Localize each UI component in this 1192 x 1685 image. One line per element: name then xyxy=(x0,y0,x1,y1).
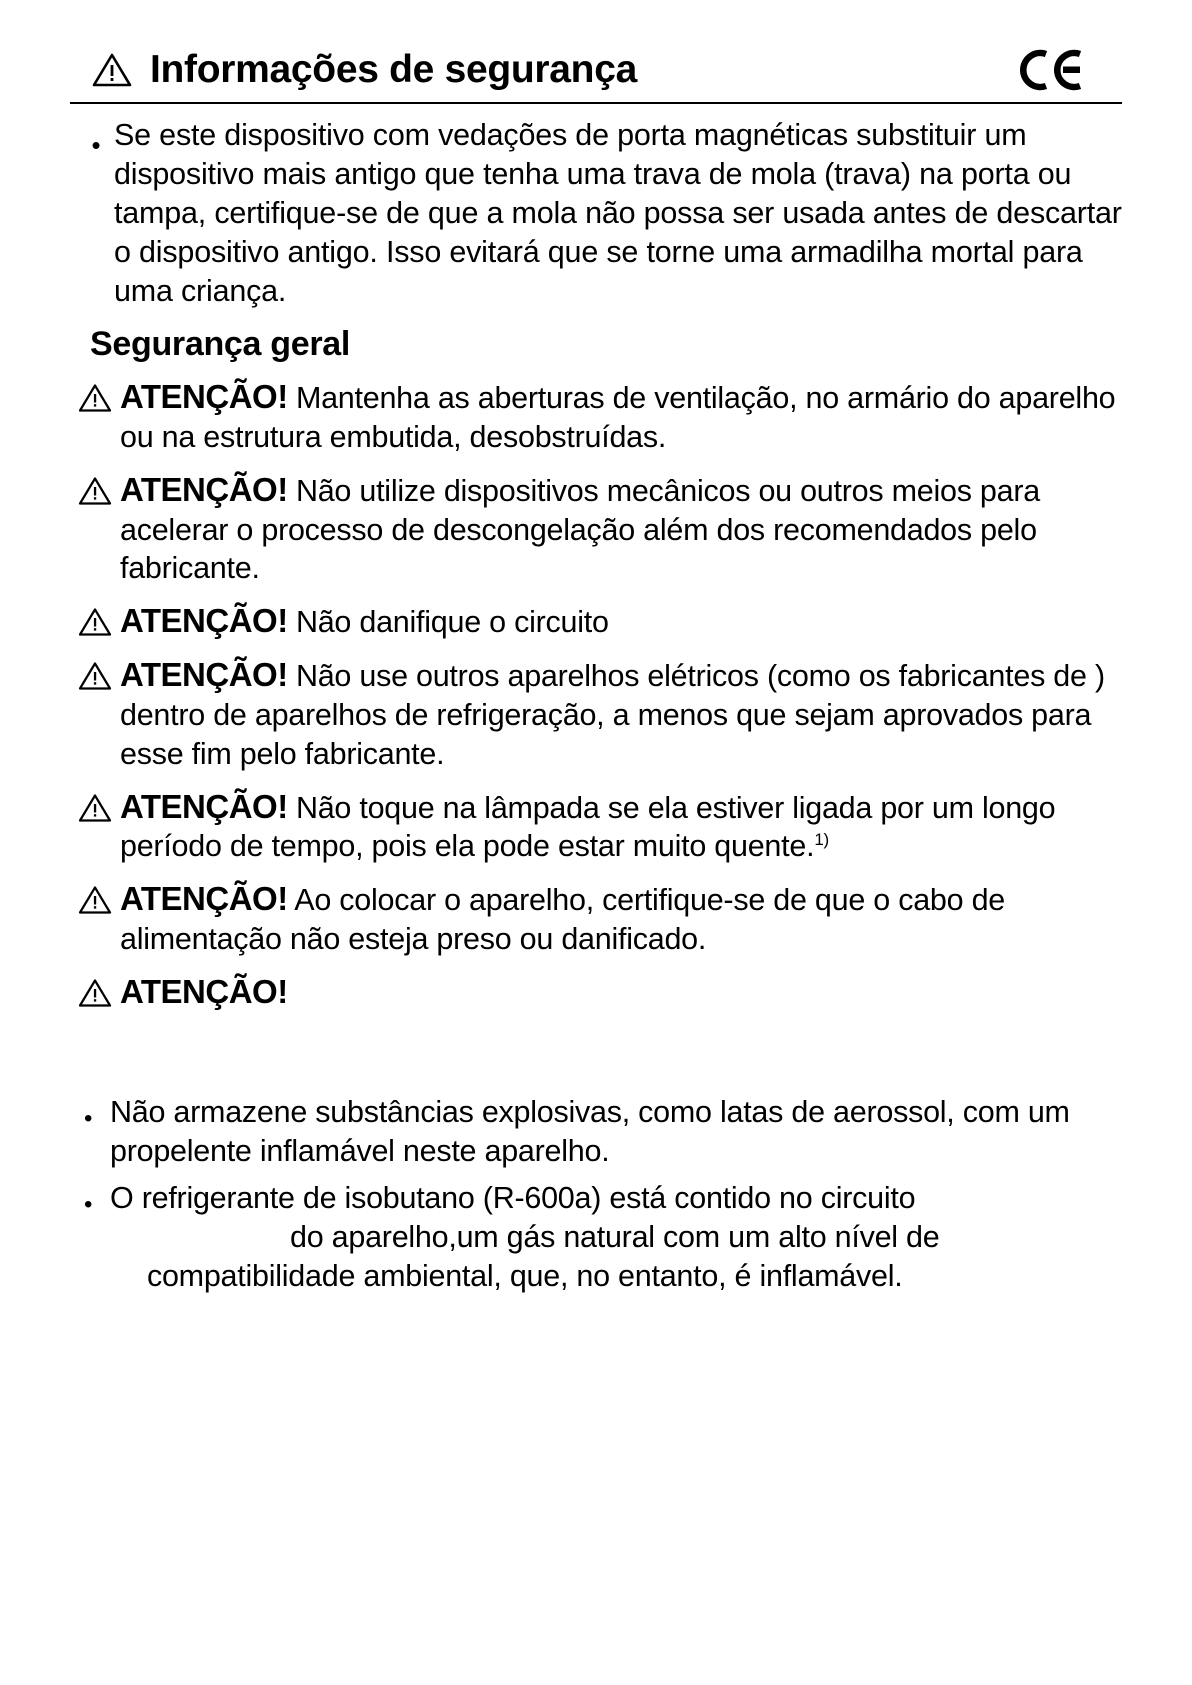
warning-block xyxy=(78,971,1128,1013)
warning-label: ATENÇÃO! xyxy=(120,972,288,1010)
warning-triangle-icon xyxy=(78,469,120,511)
warning-text: Não utilize dispositivos mecânicos ou outros meios para acelerar o processo de descongelação além dos recomendados pelo fabricante. xyxy=(120,473,1040,586)
warning-triangle-icon xyxy=(78,878,120,920)
warning-text: Não danifique o circuito xyxy=(295,605,609,640)
bullet-text-multiline xyxy=(110,1179,939,1296)
warning-text: Ao colocar o aparelho, certifique-se de que o cabo de alimentação não esteja preso ou danificado. xyxy=(120,883,1006,957)
warning-body xyxy=(120,786,1128,867)
warning-triangle-icon xyxy=(92,52,132,88)
warning-body xyxy=(120,376,1128,457)
warning-block xyxy=(78,600,1128,642)
warning-triangle-icon xyxy=(78,654,120,696)
warning-label: ATENÇÃO! xyxy=(120,470,288,508)
page-title: Informações de segurança xyxy=(150,48,637,91)
document-body xyxy=(70,116,1132,1296)
warning-body xyxy=(120,654,1128,773)
footnote-marker: 1) xyxy=(814,830,829,850)
warning-block xyxy=(78,376,1128,457)
list-item xyxy=(84,1093,1124,1171)
warning-block xyxy=(78,469,1128,588)
warning-text: Não use outros aparelhos elétricos (como os fabricantes de ) dentro de aparelhos de refrigeração, a menos que sejam aprovados para esse fim pelo fabricante. xyxy=(120,659,1105,771)
list-item xyxy=(78,116,1128,311)
list-item xyxy=(84,1179,1124,1296)
bullet-marker: • xyxy=(84,1104,93,1132)
header-left-group xyxy=(92,48,637,92)
ce-conformity-mark-icon xyxy=(1020,48,1086,92)
warning-label: ATENÇÃO! xyxy=(120,602,288,640)
warning-body xyxy=(120,600,609,642)
warning-body xyxy=(120,469,1128,588)
warning-label: ATENÇÃO! xyxy=(120,656,288,694)
warning-label: ATENÇÃO! xyxy=(120,787,288,825)
warning-text: Não toque na lâmpada se ela estiver ligada por um longo período de tempo, pois ela pode estar muito quente. xyxy=(120,790,1056,864)
warning-block xyxy=(78,878,1128,959)
warning-text: Mantenha as aberturas de ventilação, no armário do aparelho ou na estrutura embutida, desobstruídas. xyxy=(120,381,1116,455)
page-header xyxy=(70,40,1122,104)
bottom-bullet-list xyxy=(78,1093,1128,1296)
bullet-text: Se este dispositivo com vedações de porta magnéticas substituir um dispositivo mais antigo que tenha uma trava de mola (trava) na porta ou tampa, certifique-se de que a mola não possa ser usada antes de descartar o dispositivo antigo. Isso evitará que se torne uma armadilha mortal para uma criança. xyxy=(114,118,1122,309)
warning-block xyxy=(78,654,1128,773)
warning-label: ATENÇÃO! xyxy=(120,378,288,416)
warning-triangle-icon xyxy=(78,376,120,418)
warning-block xyxy=(78,786,1128,867)
warning-triangle-icon xyxy=(78,600,120,642)
top-bullet-list xyxy=(78,116,1128,311)
bullet-line-2: do aparelho,um gás natural com um alto nível de xyxy=(290,1219,940,1254)
warning-triangle-icon xyxy=(78,786,120,828)
bullet-line-1: O refrigerante de isobutano (R-600a) está contido no circuito xyxy=(110,1180,916,1215)
warning-body xyxy=(120,878,1128,959)
bullet-marker: • xyxy=(91,130,101,160)
warning-triangle-icon xyxy=(78,971,120,1013)
bullet-line-3: compatibilidade ambiental, que, no entanto, é inflamável. xyxy=(146,1258,903,1293)
bullet-text: Não armazene substâncias explosivas, como latas de aerossol, com um propelente inflamável neste aparelho. xyxy=(110,1094,1070,1168)
bullet-marker: • xyxy=(84,1190,93,1218)
section-title: Segurança geral xyxy=(90,325,351,364)
spacer xyxy=(78,1013,1128,1085)
warning-label: ATENÇÃO! xyxy=(120,880,288,918)
warning-body xyxy=(120,971,288,1013)
